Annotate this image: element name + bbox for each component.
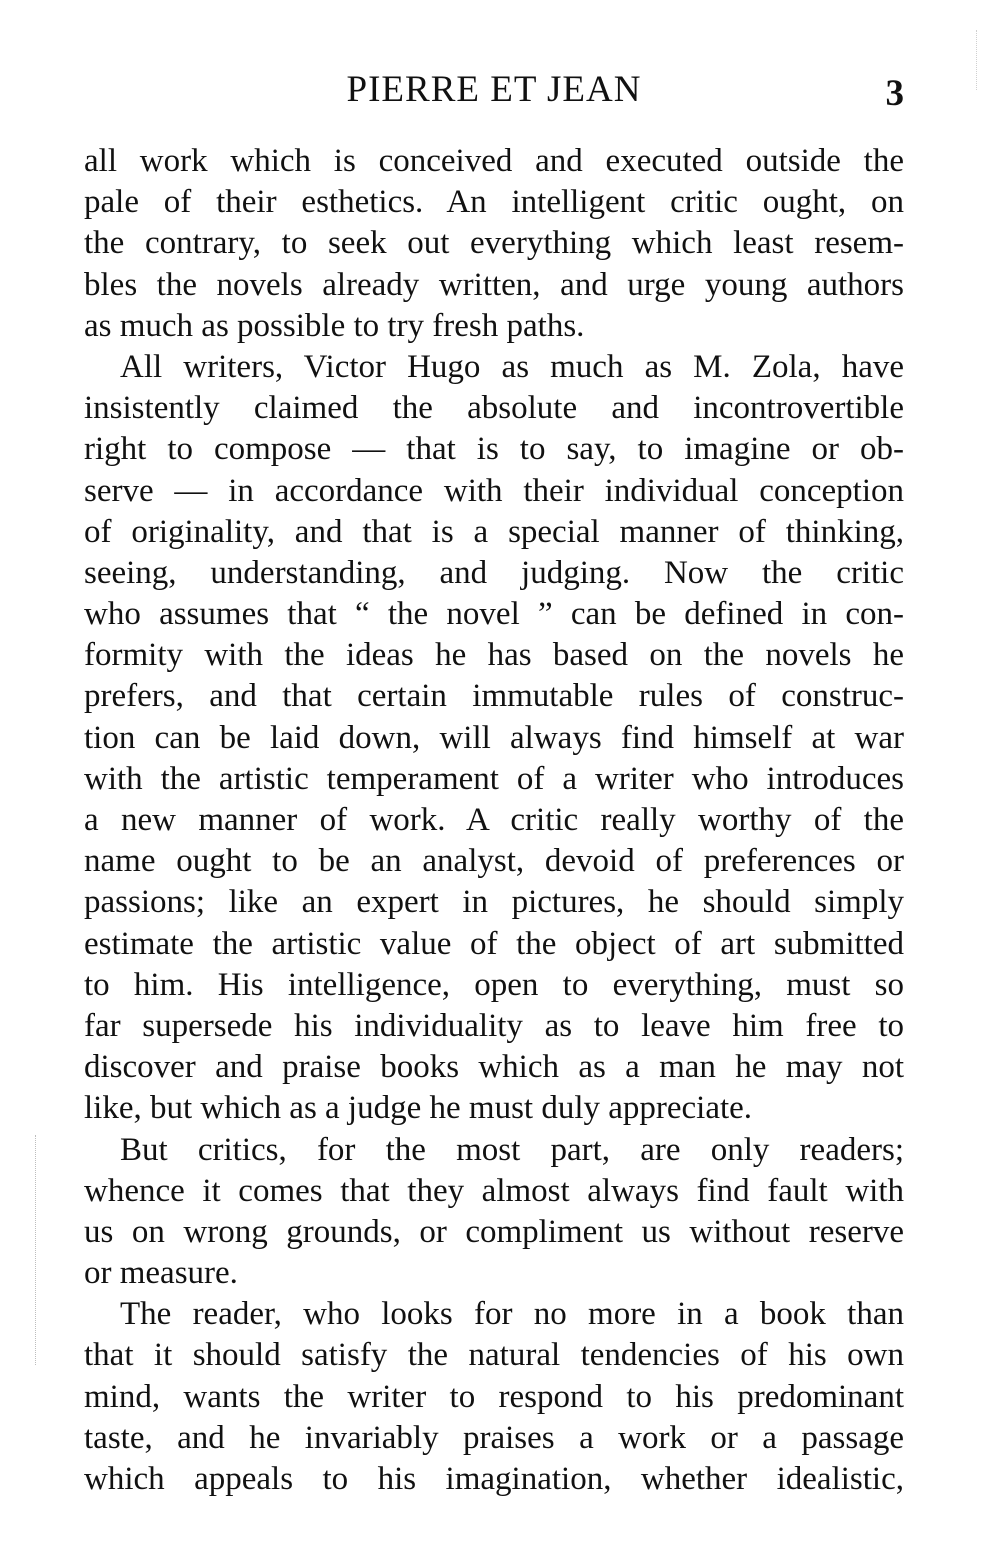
text-line: The reader, who looks for no more in a book than <box>120 1296 904 1333</box>
text-line: that it should satisfy the natural tendencies of his own <box>84 1337 904 1374</box>
running-head <box>84 68 904 118</box>
text-line: All writers, Victor Hugo as much as M. Zola, have <box>120 348 904 385</box>
text-line: or measure. <box>84 1255 238 1292</box>
text-line: But critics, for the most part, are only readers; <box>120 1131 904 1168</box>
text-line: seeing, understanding, and judging. Now the critic <box>84 554 904 591</box>
text-line: whence it comes that they almost always find fault with <box>84 1172 904 1209</box>
text-line: us on wrong grounds, or compliment us without reserve <box>84 1213 904 1250</box>
running-title: PIERRE ET JEAN <box>346 69 642 110</box>
text-line: formity with the ideas he has based on the novels he <box>84 637 904 674</box>
paragraph <box>84 141 904 347</box>
text-line: taste, and he invariably praises a work or a passage <box>84 1419 904 1456</box>
text-line: name ought to be an analyst, devoid of preferences or <box>84 843 904 880</box>
text-line: all work which is conceived and executed outside the <box>84 143 904 179</box>
text-line: far supersede his individuality as to leave him free to <box>84 1007 904 1044</box>
text-line: which appeals to his imagination, whether idealistic, <box>84 1461 904 1497</box>
paragraph <box>84 1130 904 1295</box>
text-line: right to compose — that is to say, to imagine or ob- <box>84 431 904 468</box>
paragraph <box>84 1294 904 1500</box>
text-line: discover and praise books which as a man he may not <box>84 1049 904 1086</box>
text-line: like, but which as a judge he must duly appreciate. <box>84 1090 753 1127</box>
text-line: prefers, and that certain immutable rules of construc- <box>84 678 904 715</box>
text-line: pale of their esthetics. An intelligent critic ought, on <box>84 184 904 221</box>
text-line: tion can be laid down, will always find himself at war <box>84 719 904 756</box>
text-line: to him. His intelligence, open to everything, must so <box>84 966 904 1003</box>
text-line: passions; like an expert in pictures, he should simply <box>84 884 904 921</box>
text-line: as much as possible to try fresh paths. <box>84 307 585 344</box>
text-line: estimate the artistic value of the object of art submitted <box>84 925 904 962</box>
text-line: who assumes that “ the novel ” can be defined in con- <box>84 596 904 633</box>
text-line: mind, wants the writer to respond to his predominant <box>84 1378 904 1415</box>
text-line: insistently claimed the absolute and incontrovertible <box>84 390 904 427</box>
text-line: the contrary, to seek out everything which least resem- <box>84 225 904 262</box>
page-number: 3 <box>885 73 904 114</box>
body-text <box>84 141 904 1500</box>
text-line: with the artistic temperament of a writer who introduces <box>84 760 904 797</box>
text-line: bles the novels already written, and urge young authors <box>84 266 904 303</box>
page-edge-mark <box>976 30 978 90</box>
margin-dotted-line <box>35 1135 37 1365</box>
text-line: serve — in accordance with their individual conception <box>84 472 904 509</box>
text-line: of originality, and that is a special manner of thinking, <box>84 513 904 550</box>
paragraph <box>84 347 904 1130</box>
text-line: a new manner of work. A critic really worthy of the <box>84 802 904 838</box>
